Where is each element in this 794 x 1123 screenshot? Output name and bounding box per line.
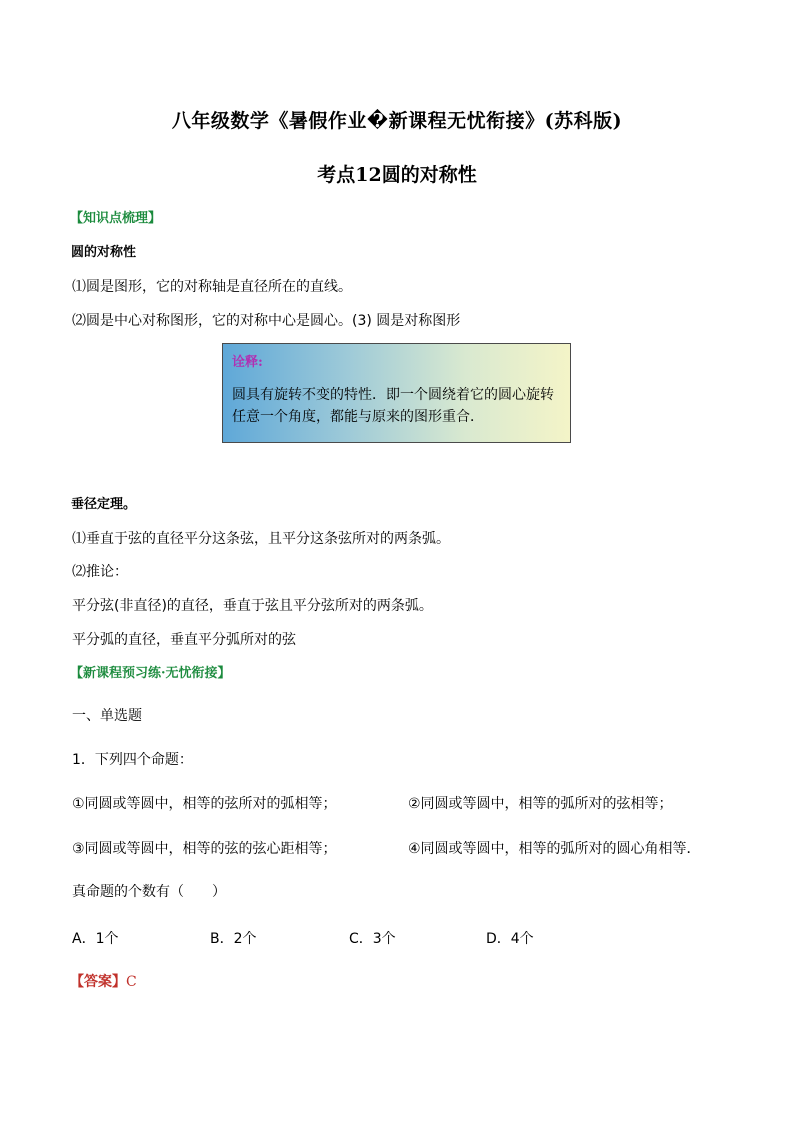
theorem-line-4: 平分弧的直径，垂直平分弧所对的弦 xyxy=(72,632,296,648)
symmetry-line-2: ⑵圆是中心对称图形，它的对称中心是圆心。(3) 圆是对称图形 xyxy=(72,313,461,329)
document-title: 八年级数学《暑假作业�新课程无忧衔接》(苏科版) xyxy=(171,110,623,132)
note-text: 圆具有旋转不变的特性．即一个圆绕着它的圆心旋转任意一个角度，都能与原来的图形重合． xyxy=(232,387,554,425)
statement-2: ②同圆或等圆中，相等的弧所对的弦相等； xyxy=(408,796,673,812)
question-prompt: 真命题的个数有（ ） xyxy=(72,884,226,900)
statement-4: ④同圆或等圆中，相等的弧所对的圆心角相等． xyxy=(408,841,701,857)
perpendicular-heading: 垂径定理。 xyxy=(71,497,137,512)
symmetry-line-1: ⑴圆是图形，它的对称轴是直径所在的直线。 xyxy=(72,279,352,295)
option-c: C．3个 xyxy=(349,931,396,947)
statement-1: ①同圆或等圆中，相等的弦所对的弧相等； xyxy=(72,796,337,812)
symmetry-heading: 圆的对称性 xyxy=(71,245,137,260)
question-group-title: 一、单选题 xyxy=(72,708,142,724)
option-b: B．2个 xyxy=(210,931,257,947)
theorem-line-2: ⑵推论： xyxy=(72,564,128,580)
theorem-line-1: ⑴垂直于弦的直径平分这条弦，且平分这条弦所对的两条弧。 xyxy=(72,531,450,547)
note-label: 诠释: xyxy=(232,355,263,370)
option-d: D．4个 xyxy=(486,931,534,947)
answer-line xyxy=(70,971,137,991)
answer-label: 【答案】 xyxy=(70,974,126,990)
document-subtitle: 考点12圆的对称性 xyxy=(317,164,477,186)
note-box xyxy=(222,343,571,443)
practice-section-label: 【新课程预习练·无忧衔接】 xyxy=(70,666,231,681)
option-a: A．1个 xyxy=(72,931,119,947)
statement-3: ③同圆或等圆中，相等的弦的弦心距相等； xyxy=(72,841,337,857)
knowledge-section-label: 【知识点梳理】 xyxy=(70,211,162,226)
question-stem: 1．下列四个命题： xyxy=(72,752,193,768)
theorem-line-3: 平分弦(非直径)的直径，垂直于弦且平分弦所对的两条弧。 xyxy=(72,598,433,614)
answer-value: C xyxy=(126,974,137,990)
